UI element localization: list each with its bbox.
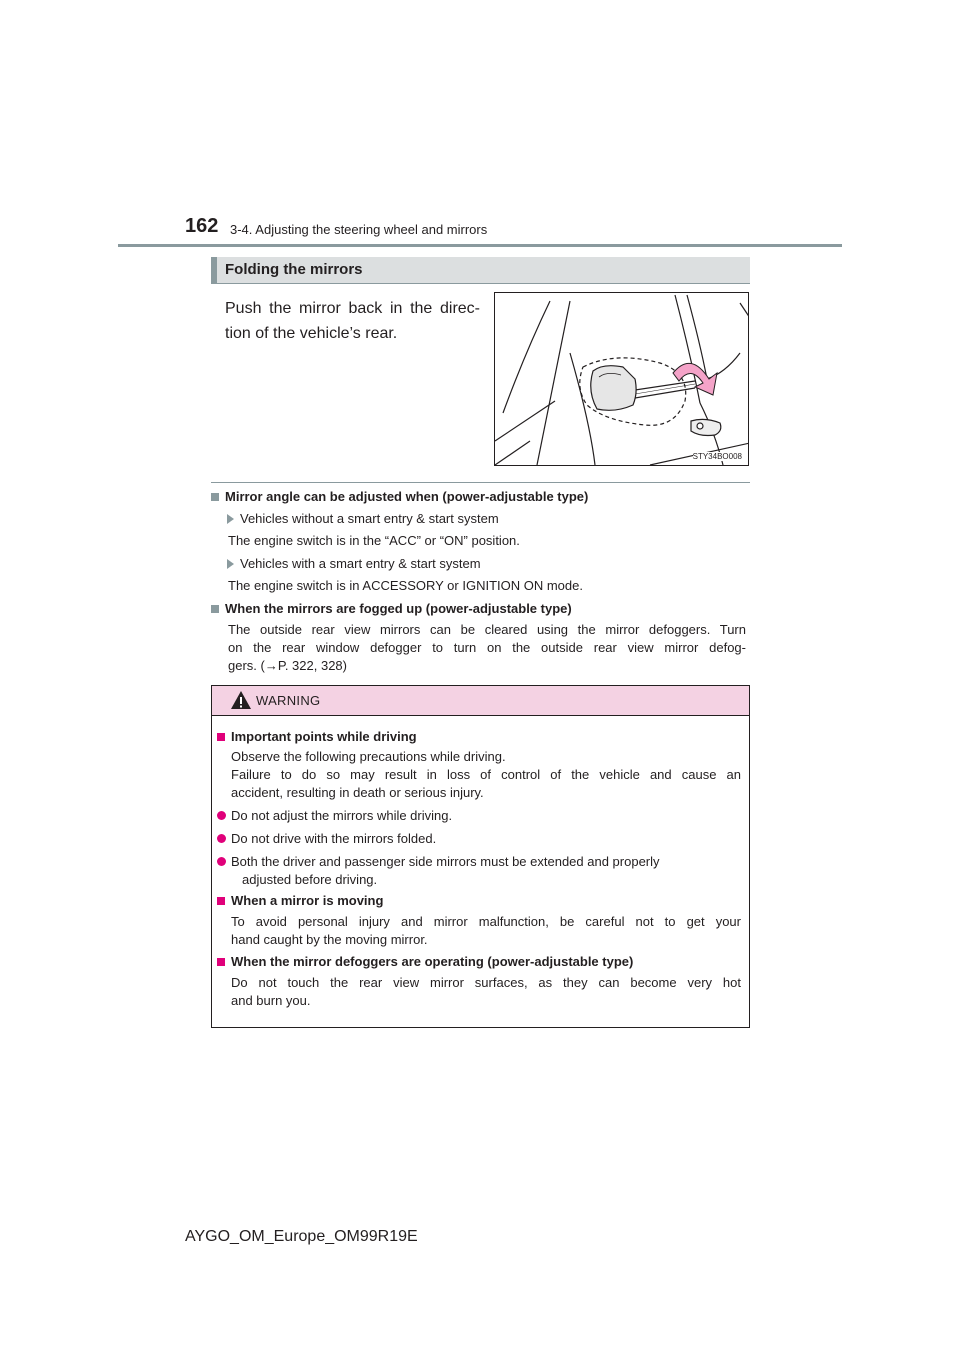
note-fogged-line-3: gers. (→P. 322, 328) bbox=[228, 658, 347, 673]
warning-bullet-1 bbox=[217, 807, 745, 825]
warning-item-3-line-2: and burn you. bbox=[231, 993, 311, 1008]
mirror-fold-illustration bbox=[494, 292, 749, 466]
note-angle-heading bbox=[211, 489, 588, 504]
circle-bullet-icon bbox=[217, 811, 226, 820]
square-bullet-icon bbox=[211, 493, 219, 501]
warning-item-2-line-1: To avoid personal injury and mirror malfunction, be careful not to get your bbox=[231, 914, 741, 929]
note-angle-case-2-label-text: Vehicles with a smart entry & start system bbox=[240, 556, 481, 571]
warning-bullet-2 bbox=[217, 830, 745, 848]
note-angle-case-1-label bbox=[225, 511, 499, 526]
note-angle-case-2-text: The engine switch is in ACCESSORY or IGNITION ON mode. bbox=[228, 578, 583, 593]
warning-item-3-heading-text: When the mirror defoggers are operating (power-adjustable type) bbox=[231, 954, 634, 969]
warning-item-2-heading-text: When a mirror is moving bbox=[231, 893, 384, 908]
note-angle-case-2-label bbox=[225, 556, 481, 571]
warning-bullet-3 bbox=[217, 853, 745, 889]
section-title: 3-4. Adjusting the steering wheel and mirrors bbox=[230, 222, 488, 237]
warning-bullet-1-text: Do not adjust the mirrors while driving. bbox=[231, 808, 453, 823]
circle-bullet-icon bbox=[217, 857, 226, 866]
warning-box bbox=[211, 685, 750, 1028]
warning-item-1-line-1: Observe the following precautions while driving. bbox=[231, 749, 506, 764]
folding-instruction-line-1: Push the mirror back in the direc- bbox=[225, 300, 480, 317]
note-fogged-line-1: The outside rear view mirrors can be cleared using the mirror defoggers. Turn bbox=[228, 622, 746, 637]
warning-item-3-body bbox=[231, 974, 741, 1010]
warning-item-3-heading bbox=[217, 954, 633, 969]
folding-heading bbox=[211, 257, 750, 283]
footer-document-code: AYGO_OM_Europe_OM99R19E bbox=[185, 1228, 418, 1245]
header-rule bbox=[118, 244, 842, 247]
square-bullet-icon bbox=[217, 897, 225, 905]
warning-bullet-3-line-2: adjusted before driving. bbox=[242, 872, 378, 887]
warning-triangle-icon bbox=[230, 690, 252, 710]
triangle-arrow-icon bbox=[227, 559, 234, 569]
section-end-rule bbox=[211, 482, 750, 483]
warning-item-1-heading-text: Important points while driving bbox=[231, 729, 417, 744]
heading-accent-bar bbox=[211, 257, 217, 283]
note-fogged-heading-text: When the mirrors are fogged up (power-adjustable type) bbox=[225, 601, 572, 616]
folding-instruction bbox=[225, 296, 480, 346]
page-number: 162 bbox=[185, 215, 219, 237]
note-fogged-line-2: on the rear window defogger to turn on the outside rear view mirror defog- bbox=[228, 640, 746, 655]
folding-instruction-line-2: tion of the vehicle’s rear. bbox=[225, 325, 398, 342]
warning-header bbox=[212, 686, 749, 716]
warning-title: WARNING bbox=[256, 693, 321, 708]
warning-item-3-line-1: Do not touch the rear view mirror surfaces, as they can become very hot bbox=[231, 975, 741, 990]
warning-bullet-2-text: Do not drive with the mirrors folded. bbox=[231, 831, 437, 846]
warning-item-2-line-2: hand caught by the moving mirror. bbox=[231, 932, 428, 947]
figure-code: STY34BO008 bbox=[692, 452, 742, 461]
note-angle-heading-text: Mirror angle can be adjusted when (power-adjustable type) bbox=[225, 489, 589, 504]
note-angle-case-1-text: The engine switch is in the “ACC” or “ON” position. bbox=[228, 533, 520, 548]
warning-item-1-heading bbox=[217, 729, 417, 744]
warning-item-1-body bbox=[231, 748, 741, 802]
mirror-fold-drawing bbox=[495, 293, 749, 466]
square-bullet-icon bbox=[211, 605, 219, 613]
note-fogged-heading bbox=[211, 601, 572, 616]
folding-heading-text: Folding the mirrors bbox=[225, 261, 363, 278]
warning-item-1-line-3: accident, resulting in death or serious injury. bbox=[231, 785, 484, 800]
warning-item-2-heading bbox=[217, 893, 383, 908]
triangle-arrow-icon bbox=[227, 514, 234, 524]
square-bullet-icon bbox=[217, 958, 225, 966]
warning-bullet-3-line-1: Both the driver and passenger side mirrors must be extended and properly bbox=[231, 854, 660, 869]
note-angle-case-1-label-text: Vehicles without a smart entry & start system bbox=[240, 511, 499, 526]
warning-item-1-line-2: Failure to do so may result in loss of control of the vehicle and cause an bbox=[231, 767, 741, 782]
warning-item-2-body bbox=[231, 913, 741, 949]
note-fogged-body bbox=[228, 621, 746, 675]
circle-bullet-icon bbox=[217, 834, 226, 843]
heading-underline bbox=[211, 283, 750, 284]
square-bullet-icon bbox=[217, 733, 225, 741]
